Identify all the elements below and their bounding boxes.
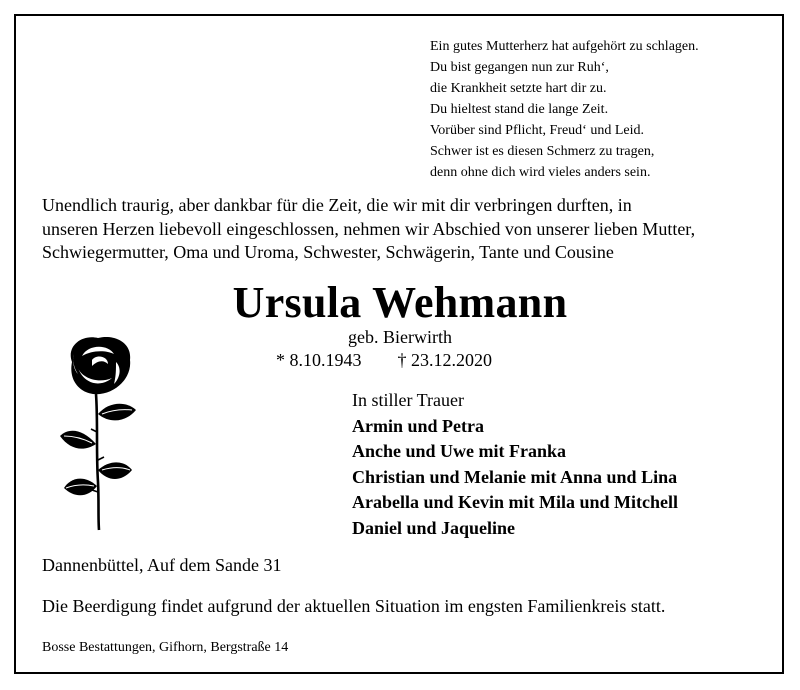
mourners-heading: In stiller Trauer: [352, 390, 464, 410]
mourner-entry: Christian und Melanie mit Anna und Lina: [352, 466, 678, 487]
intro-line: Schwiegermutter, Oma und Uroma, Schwester, Schwägerin, Tante und Cousine: [42, 242, 614, 262]
mourners-list: [352, 388, 678, 542]
poem-line: Du bist gegangen nun zur Ruh‘,: [430, 60, 609, 75]
poem-line: Schwer ist es diesen Schmerz zu tragen,: [430, 144, 655, 159]
mourner-entry: Anche und Uwe mit Franka: [352, 441, 567, 462]
mourner-entry: Arabella und Kevin mit Mila und Mitchell: [352, 492, 679, 513]
poem-line: die Krankheit setzte hart dir zu.: [430, 81, 607, 96]
birth-name: geb. Bierwirth: [348, 327, 452, 347]
poem-line: Ein gutes Mutterherz hat aufgehört zu schlagen.: [430, 39, 699, 54]
rose-icon: [52, 332, 142, 532]
poem: [430, 36, 699, 183]
death-date: † 23.12.2020: [397, 350, 492, 370]
poem-line: Vorüber sind Pflicht, Freud‘ und Leid.: [430, 123, 644, 138]
intro-line: Unendlich traurig, aber dankbar für die Zeit, die wir mit dir verbringen durften, in: [42, 195, 632, 215]
intro-text: [42, 194, 772, 265]
mourner-entry: Daniel und Jaqueline: [352, 517, 516, 538]
mourner-entry: Armin und Petra: [352, 415, 484, 436]
poem-line: denn ohne dich wird vieles anders sein.: [430, 165, 651, 180]
poem-line: Du hieltest stand die lange Zeit.: [430, 102, 609, 117]
intro-line: unseren Herzen liebevoll eingeschlossen, nehmen wir Abschied von unserer lieben Mutter,: [42, 218, 696, 239]
birth-date: * 8.10.1943: [276, 350, 362, 370]
family-address: Dannenbüttel, Auf dem Sande 31: [42, 555, 282, 575]
deceased-name: Ursula Wehmann: [232, 278, 568, 327]
funeral-note: Die Beerdigung findet aufgrund der aktuellen Situation im engsten Familienkreis statt.: [42, 596, 666, 616]
undertaker-info: Bosse Bestattungen, Gifhorn, Bergstraße 14: [42, 640, 289, 655]
life-dates: [276, 349, 492, 371]
